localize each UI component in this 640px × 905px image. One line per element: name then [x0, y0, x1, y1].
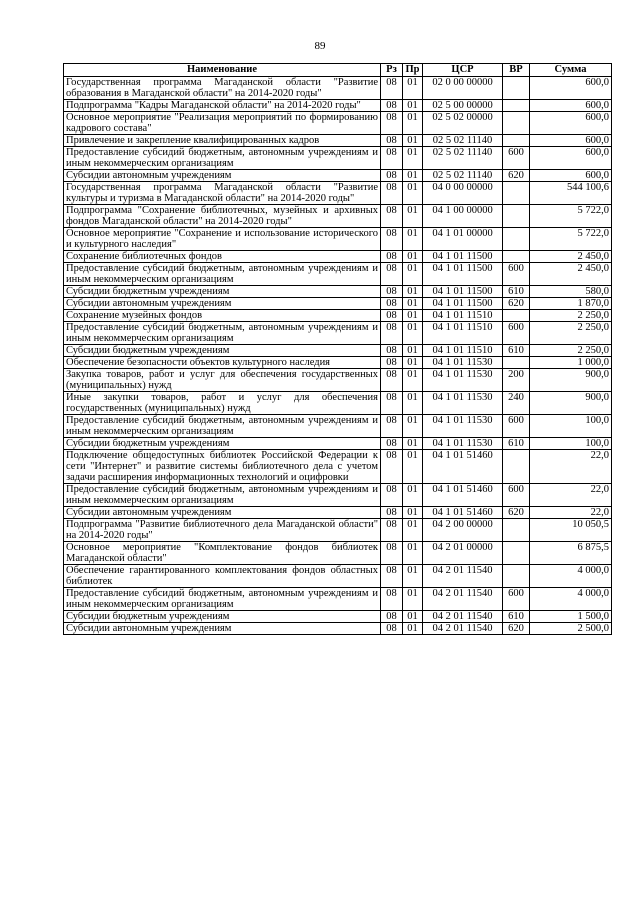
cell-pr: 01 — [403, 100, 423, 112]
cell-name: Субсидии бюджетным учреждениям — [64, 611, 381, 623]
cell-sum: 22,0 — [530, 507, 612, 519]
cell-name: Обеспечение безопасности объектов культурного наследия — [64, 357, 381, 369]
cell-sum: 600,0 — [530, 170, 612, 182]
cell-rz: 08 — [381, 310, 403, 322]
cell-name: Основное мероприятие "Реализация мероприятий по формированию кадрового состава" — [64, 112, 381, 135]
header-pr: Пр — [403, 64, 423, 77]
cell-name: Обеспечение гарантированного комплектования фондов областных библиотек — [64, 565, 381, 588]
cell-csr: 02 5 02 00000 — [423, 112, 503, 135]
cell-vr: 620 — [503, 507, 530, 519]
cell-vr: 610 — [503, 438, 530, 450]
cell-vr: 610 — [503, 345, 530, 357]
cell-rz: 08 — [381, 450, 403, 484]
cell-sum: 22,0 — [530, 484, 612, 507]
cell-csr: 04 1 01 11510 — [423, 345, 503, 357]
cell-sum: 2 250,0 — [530, 310, 612, 322]
cell-sum: 22,0 — [530, 450, 612, 484]
cell-name: Предоставление субсидий бюджетным, автономным учреждениям и иным некоммерческим организациям — [64, 322, 381, 345]
table-row — [64, 205, 612, 228]
cell-pr: 01 — [403, 507, 423, 519]
cell-rz: 08 — [381, 286, 403, 298]
table-row — [64, 623, 612, 635]
cell-pr: 01 — [403, 611, 423, 623]
cell-pr: 01 — [403, 263, 423, 286]
cell-vr: 620 — [503, 170, 530, 182]
cell-csr: 04 1 01 11510 — [423, 322, 503, 345]
cell-csr: 04 1 01 11530 — [423, 357, 503, 369]
cell-pr: 01 — [403, 484, 423, 507]
cell-sum: 4 000,0 — [530, 565, 612, 588]
cell-vr: 240 — [503, 392, 530, 415]
cell-rz: 08 — [381, 623, 403, 635]
cell-sum: 600,0 — [530, 100, 612, 112]
cell-rz: 08 — [381, 112, 403, 135]
cell-csr: 04 1 01 00000 — [423, 228, 503, 251]
cell-rz: 08 — [381, 415, 403, 438]
cell-sum: 544 100,6 — [530, 182, 612, 205]
cell-sum: 900,0 — [530, 369, 612, 392]
cell-pr: 01 — [403, 542, 423, 565]
cell-rz: 08 — [381, 205, 403, 228]
cell-pr: 01 — [403, 182, 423, 205]
cell-name: Субсидии бюджетным учреждениям — [64, 438, 381, 450]
cell-rz: 08 — [381, 588, 403, 611]
cell-rz: 08 — [381, 611, 403, 623]
cell-vr — [503, 135, 530, 147]
cell-name: Основное мероприятие "Сохранение и использование исторического и культурного наследия" — [64, 228, 381, 251]
cell-pr: 01 — [403, 369, 423, 392]
cell-pr: 01 — [403, 77, 423, 100]
table-row — [64, 251, 612, 263]
cell-vr — [503, 182, 530, 205]
cell-pr: 01 — [403, 322, 423, 345]
cell-pr: 01 — [403, 357, 423, 369]
page-number: 89 — [314, 40, 326, 52]
cell-vr: 600 — [503, 322, 530, 345]
table-row — [64, 298, 612, 310]
cell-pr: 01 — [403, 565, 423, 588]
cell-vr: 200 — [503, 369, 530, 392]
table-row — [64, 310, 612, 322]
cell-vr — [503, 228, 530, 251]
cell-name: Субсидии автономным учреждениям — [64, 298, 381, 310]
cell-sum: 4 000,0 — [530, 588, 612, 611]
cell-name: Привлечение и закрепление квалифицированных кадров — [64, 135, 381, 147]
cell-rz: 08 — [381, 392, 403, 415]
cell-name: Субсидии автономным учреждениям — [64, 623, 381, 635]
header-csr: ЦСР — [423, 64, 503, 77]
cell-name: Государственная программа Магаданской области "Развитие образования в Магаданской области" на 2014-2020 годы" — [64, 77, 381, 100]
cell-pr: 01 — [403, 519, 423, 542]
cell-vr: 620 — [503, 298, 530, 310]
table-row — [64, 565, 612, 588]
cell-rz: 08 — [381, 100, 403, 112]
cell-vr — [503, 205, 530, 228]
cell-vr — [503, 251, 530, 263]
cell-csr: 04 1 01 11530 — [423, 415, 503, 438]
cell-pr: 01 — [403, 345, 423, 357]
table-row — [64, 147, 612, 170]
header-vr: ВР — [503, 64, 530, 77]
cell-csr: 04 1 01 11530 — [423, 369, 503, 392]
table-row — [64, 369, 612, 392]
cell-sum: 6 875,5 — [530, 542, 612, 565]
cell-csr: 04 1 01 11500 — [423, 286, 503, 298]
cell-csr: 04 1 01 11510 — [423, 310, 503, 322]
cell-name: Субсидии бюджетным учреждениям — [64, 345, 381, 357]
table-row — [64, 77, 612, 100]
cell-csr: 04 1 01 51460 — [423, 484, 503, 507]
cell-rz: 08 — [381, 228, 403, 251]
cell-rz: 08 — [381, 322, 403, 345]
cell-name: Предоставление субсидий бюджетным, автономным учреждениям и иным некоммерческим организациям — [64, 147, 381, 170]
cell-csr: 04 2 01 11540 — [423, 611, 503, 623]
table-row — [64, 519, 612, 542]
cell-name: Основное мероприятие "Комплектование фондов библиотек Магаданской области" — [64, 542, 381, 565]
cell-csr: 04 1 01 11530 — [423, 438, 503, 450]
table-row — [64, 507, 612, 519]
cell-sum: 1 000,0 — [530, 357, 612, 369]
cell-rz: 08 — [381, 298, 403, 310]
cell-sum: 100,0 — [530, 415, 612, 438]
table-row — [64, 100, 612, 112]
cell-sum: 2 250,0 — [530, 322, 612, 345]
cell-sum: 580,0 — [530, 286, 612, 298]
cell-pr: 01 — [403, 228, 423, 251]
table-row — [64, 542, 612, 565]
cell-sum: 2 250,0 — [530, 345, 612, 357]
cell-rz: 08 — [381, 251, 403, 263]
cell-name: Подключение общедоступных библиотек Российской Федерации к сети "Интернет" и развитие системы библиотечного дела с учетом задачи расширения информационных технологий и оцифровки — [64, 450, 381, 484]
cell-sum: 1 500,0 — [530, 611, 612, 623]
table-row — [64, 392, 612, 415]
cell-pr: 01 — [403, 251, 423, 263]
cell-name: Сохранение музейных фондов — [64, 310, 381, 322]
cell-sum: 2 450,0 — [530, 263, 612, 286]
cell-csr: 04 2 00 00000 — [423, 519, 503, 542]
table-row — [64, 588, 612, 611]
cell-sum: 100,0 — [530, 438, 612, 450]
table-row — [64, 170, 612, 182]
cell-vr: 600 — [503, 588, 530, 611]
cell-pr: 01 — [403, 205, 423, 228]
cell-vr: 610 — [503, 611, 530, 623]
cell-rz: 08 — [381, 484, 403, 507]
cell-csr: 04 2 01 00000 — [423, 542, 503, 565]
cell-rz: 08 — [381, 263, 403, 286]
cell-pr: 01 — [403, 147, 423, 170]
table-row — [64, 484, 612, 507]
cell-pr: 01 — [403, 438, 423, 450]
table-row — [64, 438, 612, 450]
table-row — [64, 182, 612, 205]
cell-csr: 04 1 01 51460 — [423, 450, 503, 484]
header-sum: Сумма — [530, 64, 612, 77]
cell-rz: 08 — [381, 507, 403, 519]
cell-pr: 01 — [403, 298, 423, 310]
cell-name: Предоставление субсидий бюджетным, автономным учреждениям и иным некоммерческим организациям — [64, 588, 381, 611]
cell-vr: 610 — [503, 286, 530, 298]
table-row — [64, 135, 612, 147]
cell-name: Предоставление субсидий бюджетным, автономным учреждениям и иным некоммерческим организациям — [64, 263, 381, 286]
cell-csr: 04 1 01 51460 — [423, 507, 503, 519]
cell-pr: 01 — [403, 286, 423, 298]
cell-csr: 04 1 01 11500 — [423, 251, 503, 263]
cell-vr — [503, 112, 530, 135]
cell-sum: 5 722,0 — [530, 205, 612, 228]
cell-sum: 600,0 — [530, 77, 612, 100]
cell-name: Предоставление субсидий бюджетным, автономным учреждениям и иным некоммерческим организациям — [64, 484, 381, 507]
table-row — [64, 357, 612, 369]
cell-name: Подпрограмма "Сохранение библиотечных, музейных и архивных фондов Магаданской области" на 2014-2020 годы" — [64, 205, 381, 228]
cell-name: Субсидии автономным учреждениям — [64, 170, 381, 182]
cell-sum: 900,0 — [530, 392, 612, 415]
cell-vr — [503, 519, 530, 542]
cell-vr: 600 — [503, 263, 530, 286]
cell-name: Подпрограмма "Кадры Магаданской области" на 2014-2020 годы" — [64, 100, 381, 112]
cell-name: Государственная программа Магаданской области "Развитие культуры и туризма в Магаданской области" на 2014-2020 годы" — [64, 182, 381, 205]
cell-csr: 02 5 02 11140 — [423, 147, 503, 170]
cell-rz: 08 — [381, 77, 403, 100]
cell-csr: 04 1 01 11500 — [423, 298, 503, 310]
cell-vr: 600 — [503, 484, 530, 507]
cell-vr: 620 — [503, 623, 530, 635]
cell-name: Иные закупки товаров, работ и услуг для обеспечения государственных (муниципальных) нужд — [64, 392, 381, 415]
cell-pr: 01 — [403, 135, 423, 147]
cell-vr — [503, 565, 530, 588]
cell-vr: 600 — [503, 147, 530, 170]
cell-pr: 01 — [403, 392, 423, 415]
cell-vr — [503, 542, 530, 565]
cell-csr: 02 5 02 11140 — [423, 135, 503, 147]
cell-csr: 02 0 00 00000 — [423, 77, 503, 100]
cell-csr: 04 0 00 00000 — [423, 182, 503, 205]
cell-sum: 600,0 — [530, 135, 612, 147]
cell-csr: 02 5 00 00000 — [423, 100, 503, 112]
table-row — [64, 112, 612, 135]
cell-rz: 08 — [381, 147, 403, 170]
cell-name: Субсидии автономным учреждениям — [64, 507, 381, 519]
cell-csr: 04 1 01 11500 — [423, 263, 503, 286]
budget-table — [63, 63, 612, 635]
cell-name: Подпрограмма "Развитие библиотечного дела Магаданской области" на 2014-2020 годы" — [64, 519, 381, 542]
table-row — [64, 322, 612, 345]
cell-pr: 01 — [403, 588, 423, 611]
cell-csr: 04 2 01 11540 — [423, 588, 503, 611]
table-row — [64, 450, 612, 484]
cell-rz: 08 — [381, 345, 403, 357]
table-row — [64, 228, 612, 251]
cell-pr: 01 — [403, 112, 423, 135]
cell-name: Закупка товаров, работ и услуг для обеспечения государственных (муниципальных) нужд — [64, 369, 381, 392]
cell-vr — [503, 310, 530, 322]
cell-sum: 5 722,0 — [530, 228, 612, 251]
header-name: Наименование — [64, 64, 381, 77]
cell-csr: 04 2 01 11540 — [423, 565, 503, 588]
table-row — [64, 345, 612, 357]
cell-vr: 600 — [503, 415, 530, 438]
table-row — [64, 611, 612, 623]
cell-csr: 04 2 01 11540 — [423, 623, 503, 635]
cell-rz: 08 — [381, 135, 403, 147]
cell-rz: 08 — [381, 369, 403, 392]
cell-vr — [503, 450, 530, 484]
cell-sum: 600,0 — [530, 112, 612, 135]
table-row — [64, 415, 612, 438]
cell-sum: 600,0 — [530, 147, 612, 170]
cell-pr: 01 — [403, 415, 423, 438]
cell-name: Субсидии бюджетным учреждениям — [64, 286, 381, 298]
cell-rz: 08 — [381, 519, 403, 542]
cell-vr — [503, 357, 530, 369]
cell-csr: 02 5 02 11140 — [423, 170, 503, 182]
cell-pr: 01 — [403, 623, 423, 635]
cell-pr: 01 — [403, 310, 423, 322]
cell-vr — [503, 77, 530, 100]
table-row — [64, 286, 612, 298]
cell-rz: 08 — [381, 357, 403, 369]
cell-name: Предоставление субсидий бюджетным, автономным учреждениям и иным некоммерческим организациям — [64, 415, 381, 438]
cell-rz: 08 — [381, 438, 403, 450]
cell-sum: 1 870,0 — [530, 298, 612, 310]
cell-csr: 04 1 01 11530 — [423, 392, 503, 415]
cell-pr: 01 — [403, 450, 423, 484]
cell-rz: 08 — [381, 542, 403, 565]
cell-csr: 04 1 00 00000 — [423, 205, 503, 228]
cell-sum: 2 500,0 — [530, 623, 612, 635]
cell-rz: 08 — [381, 565, 403, 588]
table-row — [64, 263, 612, 286]
cell-pr: 01 — [403, 170, 423, 182]
header-rz: Рз — [381, 64, 403, 77]
cell-rz: 08 — [381, 170, 403, 182]
cell-rz: 08 — [381, 182, 403, 205]
cell-sum: 10 050,5 — [530, 519, 612, 542]
cell-sum: 2 450,0 — [530, 251, 612, 263]
table-header-row — [64, 64, 612, 77]
cell-vr — [503, 100, 530, 112]
cell-name: Сохранение библиотечных фондов — [64, 251, 381, 263]
